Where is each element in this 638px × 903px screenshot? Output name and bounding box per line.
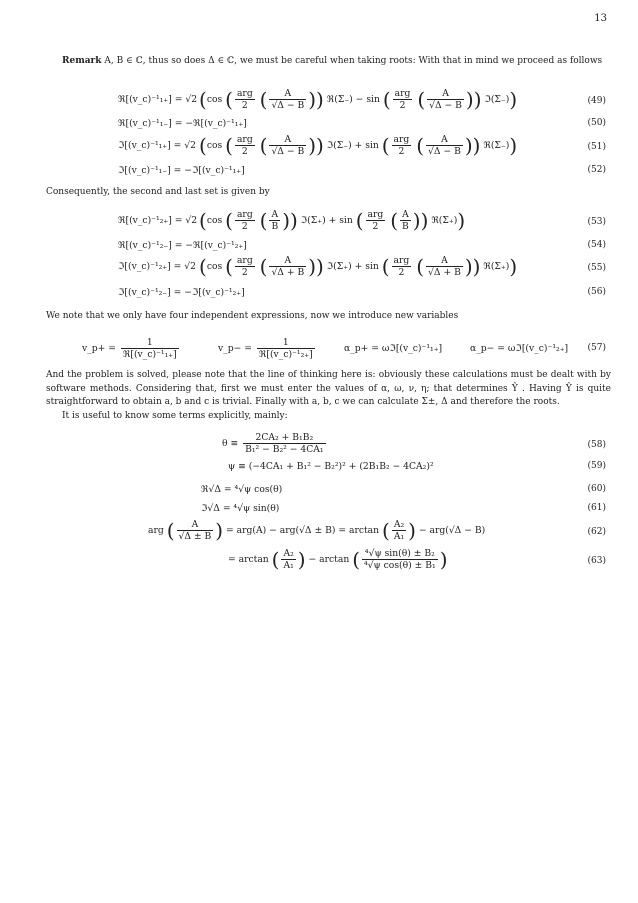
equation-54 <box>0 240 638 254</box>
eq59-body: ψ ≡ (−4CA₁ + B₁² − B₂²)² + (2B₁B₂ − 4CA₂)² <box>228 461 434 472</box>
eq58-number: (58) <box>587 440 606 450</box>
eq55-lhs: ℑ[(v_c)⁻¹₂₊] = √2 <box>118 261 196 272</box>
equation-59 <box>0 461 638 475</box>
alpha-plus-def: α_p+ = ωℑ[(v_c)⁻¹₁₊] <box>344 343 443 354</box>
equation-52 <box>0 165 638 179</box>
eq63-number: (63) <box>587 556 606 566</box>
eq55-number: (55) <box>587 263 606 273</box>
remark-label: Remark <box>62 56 102 66</box>
eq63-body: = arctan ( $\frac{\text{A₂}}{\text{A₁}}$ ) − arctan ( $\frac{\text{⁴√ψ sin(θ) ± B₂}}{\text{⁴√ψ cos(θ) ± B₁}}$ ) <box>228 547 448 572</box>
page-number: 13 <box>594 13 607 24</box>
eq52-lhs: ℑ[(v_c)⁻¹₁₋] = −ℑ[(v_c)⁻¹₁₊] <box>118 165 245 176</box>
eq51-number: (51) <box>587 142 606 152</box>
equation-57 <box>0 337 638 363</box>
second-set-text: Consequently, the second and last set is given by <box>46 187 270 197</box>
equation-55 <box>0 254 638 279</box>
eq49-lhs: ℜ[(v_c)⁻¹₁₊] = √2 <box>118 94 198 105</box>
eq56-number: (56) <box>587 287 606 297</box>
equation-61 <box>0 503 638 517</box>
useful-terms-text: It is useful to know some terms explicitly, mainly: <box>62 411 288 421</box>
alpha-minus-def: α_p− = ωℑ[(v_c)⁻¹₂₊] <box>470 343 569 354</box>
equation-63 <box>0 548 638 576</box>
solved-paragraph: And the problem is solved, please note that the line of thinking here is: obviously these calculations must be dealt with by software methods. Considering that, first we must enter the values of α, ω, ν, η; that determines Ŷ . Having Ŷ is quite straightforward to obtain a, b and c is trivial. Finally with a, b, c we can calculate Σ±, Δ and therefore the roots. <box>46 370 611 407</box>
equation-49 <box>0 87 638 112</box>
eq49-number: (49) <box>587 96 606 106</box>
vp-minus-def: v_p− = $\frac{1}{\text{ℜ[(v\_c)⁻¹₂₊]}}$ <box>218 337 313 360</box>
eq52-number: (52) <box>587 165 606 175</box>
equation-53 <box>0 208 638 233</box>
eq50-lhs: ℜ[(v_c)⁻¹₁₋] = −ℜ[(v_c)⁻¹₁₊] <box>118 118 247 129</box>
equation-51 <box>0 133 638 158</box>
eq49-body: (cos ( $\frac{\text{arg}}{2}$ ( $\frac{A}{√\Delta - B}$ )) ℜ(Σ₋) − sin ( $\frac{\text{arg}}{2}$ ( $\frac{A}{√\Delta - B}$ )) ℑ(Σ₋)) <box>199 87 518 112</box>
remark-paragraph <box>46 55 611 69</box>
eq62-number: (62) <box>587 527 606 537</box>
eq56-lhs: ℑ[(v_c)⁻¹₂₋] = −ℑ[(v_c)⁻¹₂₊] <box>118 287 245 298</box>
eq53-number: (53) <box>587 217 606 227</box>
eq55-body: (cos ( $\frac{\text{arg}}{2}$ ( $\frac{A}{√\Delta + B}$ )) ℑ(Σ₊) + sin ( $\frac{\text{arg}}{2}$ ( $\frac{A}{√\Delta + B}$ )) ℜ(Σ₊)) <box>199 254 518 279</box>
eq61-number: (61) <box>587 503 606 513</box>
eq58-body: θ ≡ $\frac{\text{2CA₂ + B₁B₂}}{\text{B₁² − B₂² − 4CA₁}}$ <box>222 432 324 455</box>
eq51-lhs: ℑ[(v_c)⁻¹₁₊] = √2 <box>118 140 196 151</box>
eq54-number: (54) <box>587 240 606 250</box>
equation-58 <box>0 430 638 456</box>
eq62-body: arg ( $\frac{A}{√\Delta \pm B}$ ) = arg(A) − arg(√Δ ± B) = arctan ( $\frac{\text{A₂}}{\text{A₁}}$ ) − arg(√Δ − B) <box>148 518 486 543</box>
eq61-body: ℑ√Δ = ⁴√ψ sin(θ) <box>201 503 280 514</box>
eq60-number: (60) <box>587 484 606 494</box>
eq53-lhs: ℜ[(v_c)⁻¹₂₊] = √2 <box>118 215 198 226</box>
equation-60 <box>0 484 638 498</box>
eq59-number: (59) <box>587 461 606 471</box>
equation-50 <box>0 118 638 132</box>
eq53-body: (cos ( $\frac{\text{arg}}{2}$ ( $\frac{A}{B}$ )) ℑ(Σ₊) + sin ( $\frac{\text{arg}}{2}$ ( $\frac{A}{B}$ )) ℜ(Σ₊)) <box>199 208 466 233</box>
eq51-body: (cos ( $\frac{\text{arg}}{2}$ ( $\frac{A}{√\Delta - B}$ )) ℑ(Σ₋) + sin ( $\frac{\text{arg}}{2}$ ( $\frac{A}{√\Delta - B}$ )) ℜ(Σ₋)) <box>199 133 518 158</box>
equation-56 <box>0 287 638 301</box>
eq54-lhs: ℜ[(v_c)⁻¹₂₋] = −ℜ[(v_c)⁻¹₂₊] <box>118 240 247 251</box>
eq57-number: (57) <box>587 343 606 353</box>
vp-plus-def: v_p+ = $\frac{1}{\text{ℜ[(v\_c)⁻¹₁₊]}}$ <box>82 337 177 360</box>
eq50-number: (50) <box>587 118 606 128</box>
remark-text: A, B ∈ ℂ, thus so does Δ ∈ ℂ, we must be careful when taking roots: With that in mind we proceed as follows <box>104 56 603 66</box>
four-expressions-text: We note that we only have four independent expressions, now we introduce new variables <box>46 311 459 321</box>
eq60-body: ℜ√Δ = ⁴√ψ cos(θ) <box>201 484 283 495</box>
equation-62 <box>0 519 638 545</box>
